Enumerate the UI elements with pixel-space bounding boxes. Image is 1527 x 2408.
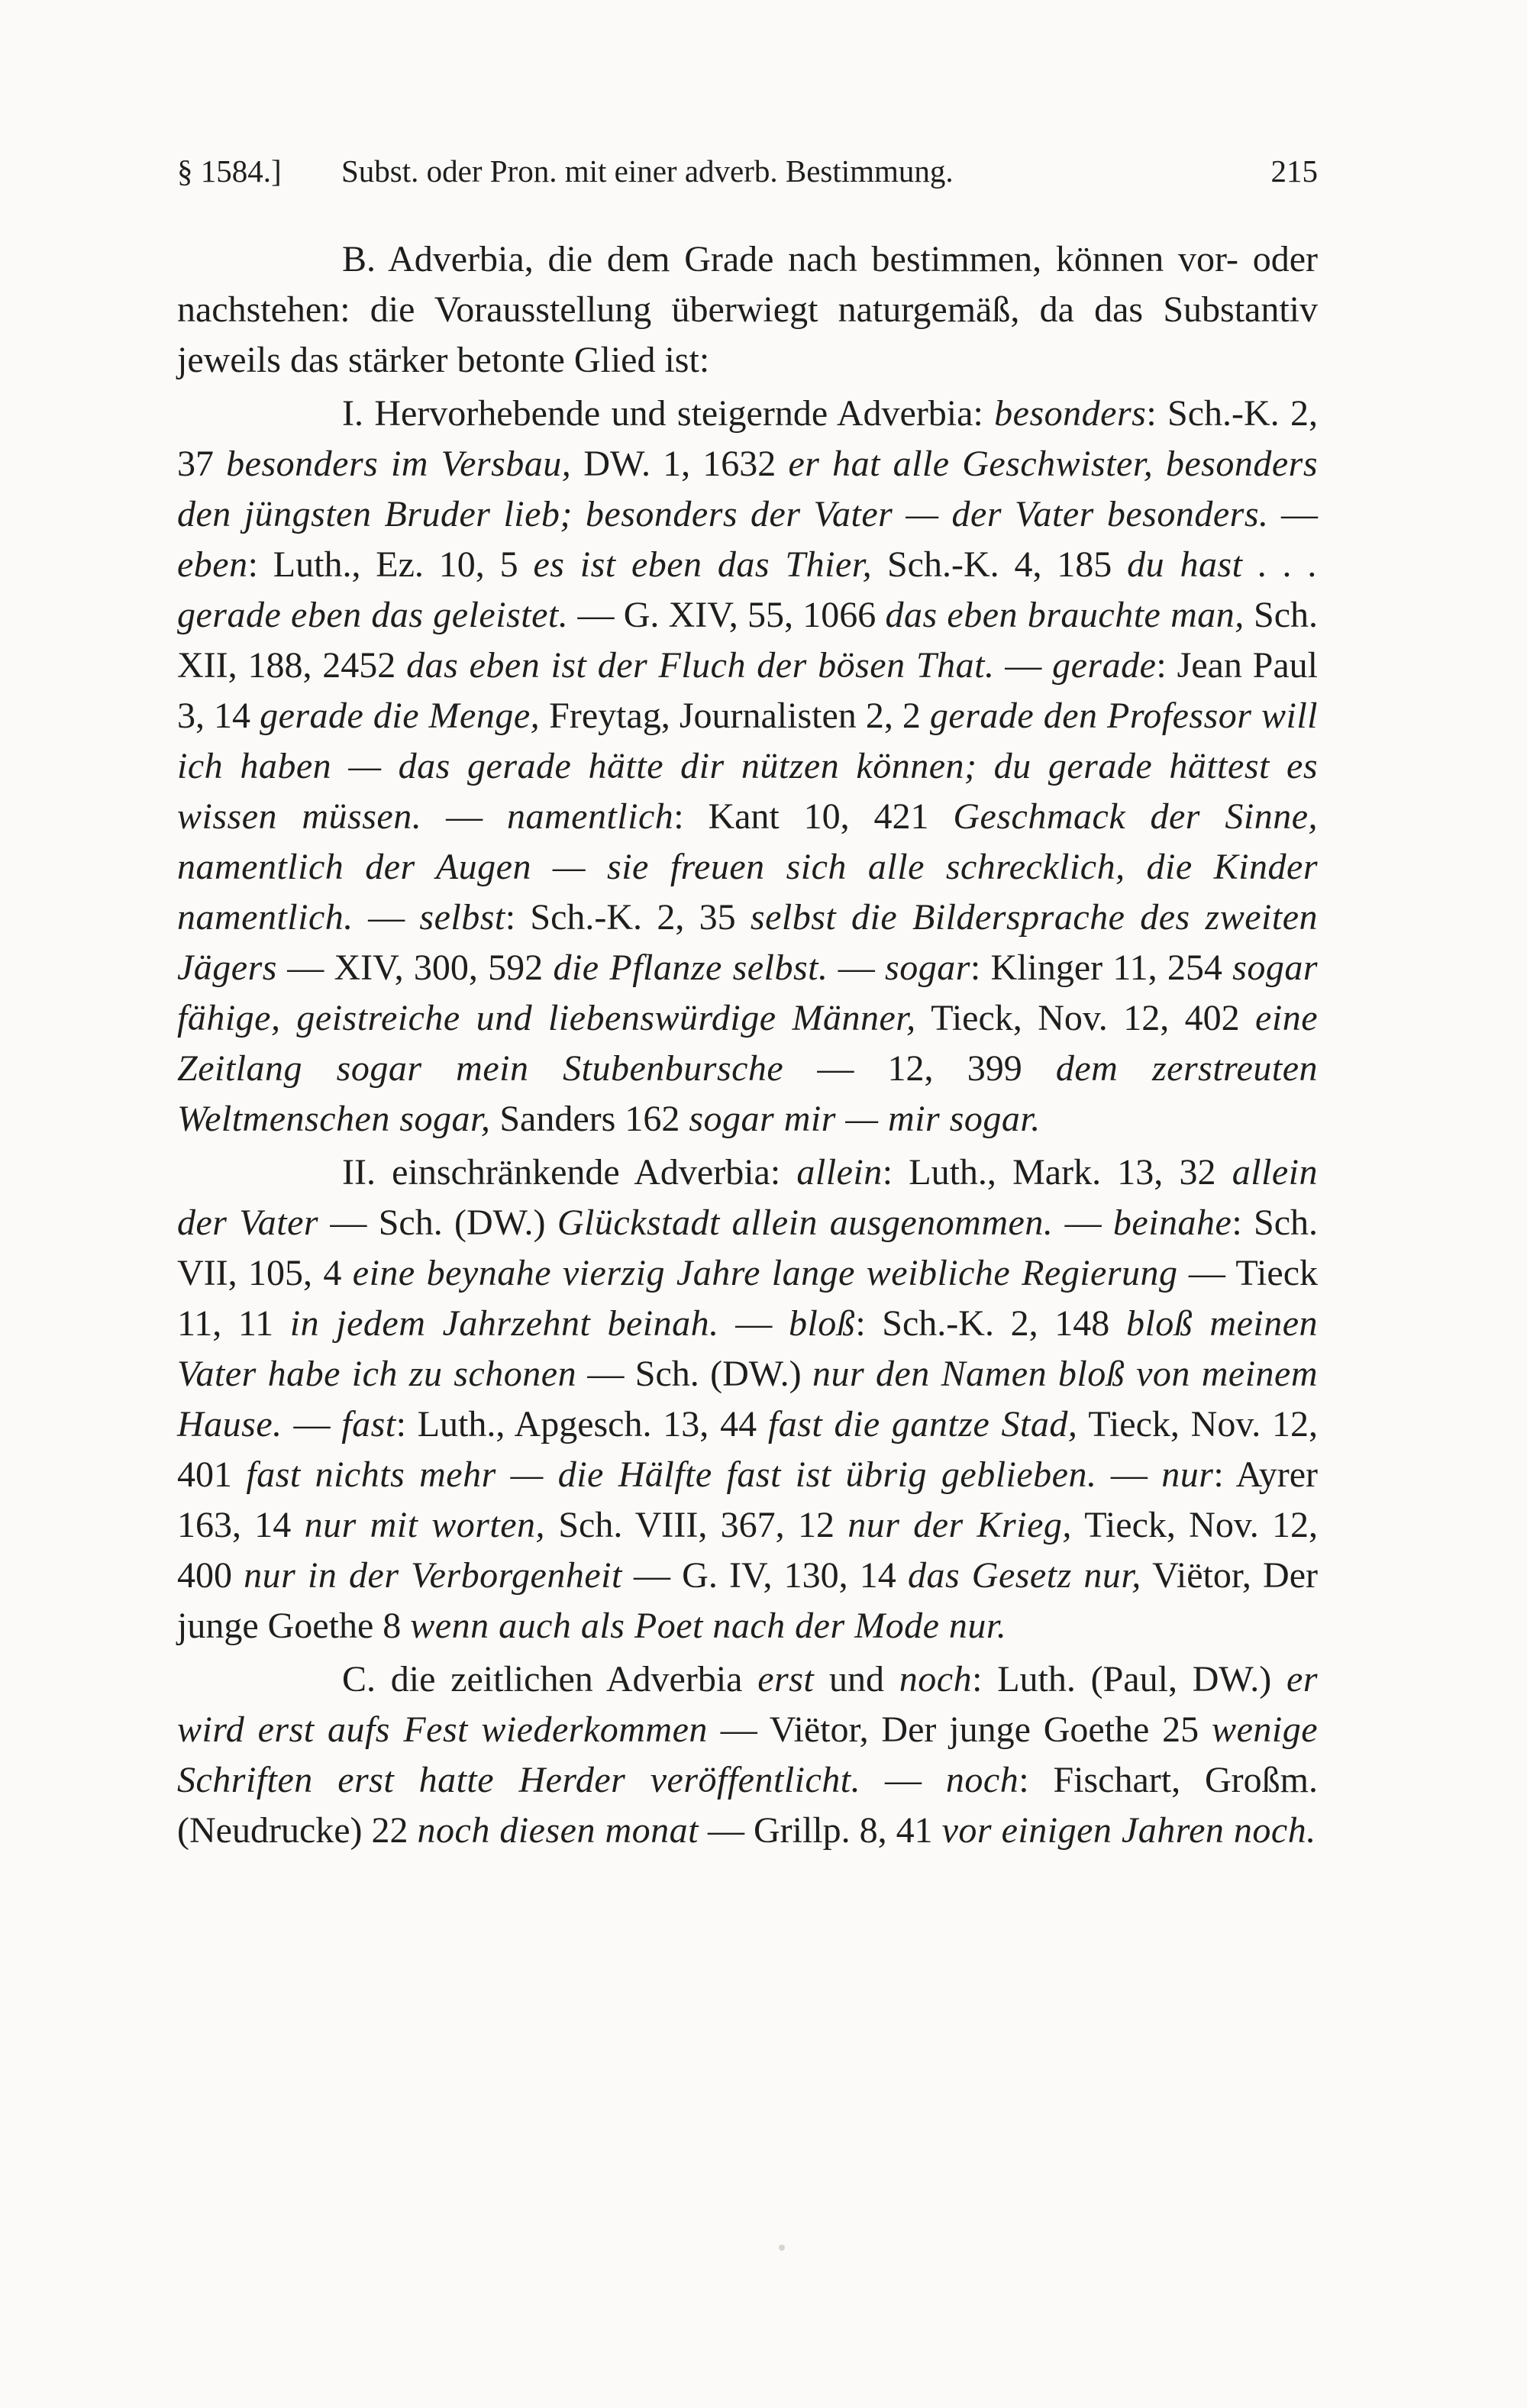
- example-italic: sogar fähige, geistreiche und liebenswürdige Männer,: [177, 947, 1319, 1038]
- page-number: 215: [1270, 153, 1318, 189]
- example-italic: noch diesen monat: [417, 1810, 699, 1851]
- example-italic: allein: [796, 1152, 883, 1193]
- example-italic: gerade den Professor will ich haben — das gerade hätte dir nützen können; du gerade hättest es wissen müssen.: [177, 696, 1319, 837]
- example-italic: sogar: [885, 947, 970, 988]
- example-italic: er hat alle Geschwister, besonders den jüngsten Bruder lieb; besonders der Vater — der Vater besonders.: [177, 444, 1319, 534]
- example-italic: Geschmack der Sinne, namentlich der Augen — sie freuen sich alle schrecklich, die Kinder namentlich.: [177, 796, 1318, 938]
- paragraph-text: Freytag, Journalisten 2, 2: [540, 696, 930, 736]
- paragraph-text: : Kant 10, 421: [673, 796, 954, 837]
- paragraph-text: Tieck, Nov. 12, 400: [177, 1505, 1319, 1596]
- example-italic: fast nichts mehr — die Hälfte fast ist übrig geblieben.: [246, 1454, 1097, 1495]
- example-italic: bloß meinen Vater habe ich zu schonen: [177, 1303, 1319, 1394]
- paragraph-text: Tieck, Nov. 12, 401: [177, 1404, 1319, 1495]
- paragraph-text: — Tieck 11, 11: [177, 1253, 1319, 1344]
- paragraph-text: : Fischart, Großm. (Neudrucke) 22: [177, 1760, 1318, 1851]
- paragraph-text: —: [1096, 1454, 1162, 1495]
- paper-speck: [779, 2245, 785, 2251]
- paragraph-text: und: [814, 1659, 899, 1699]
- paragraph-text: Sch. XII, 188, 2452: [177, 595, 1319, 686]
- example-italic: eine beynahe vierzig Jahre lange weibliche Regierung: [352, 1253, 1178, 1293]
- example-italic: wenn auch als Poet nach der Mode nur.: [410, 1606, 1007, 1646]
- example-italic: besonders: [994, 393, 1147, 434]
- paragraph-text: : Luth., Apgesch. 13, 44: [395, 1404, 768, 1444]
- paragraph-text: : Sch.-K. 2, 37: [177, 393, 1319, 484]
- running-title: Subst. oder Pron. mit einer adverb. Bestimmung.: [341, 153, 954, 189]
- paragraph-text: —: [1053, 1202, 1113, 1243]
- paragraph-text: — Viëtor, Der junge Goethe 25: [707, 1709, 1212, 1750]
- example-italic: nur: [1161, 1454, 1214, 1495]
- example-italic: selbst die Bildersprache des zweiten Jägers: [177, 897, 1319, 988]
- example-italic: beinahe: [1112, 1202, 1232, 1243]
- example-italic: sogar mir — mir sogar.: [689, 1099, 1041, 1139]
- example-italic: die Pflanze selbst.: [553, 947, 828, 988]
- paragraph-text: : Sch.-K. 2, 148: [855, 1303, 1126, 1344]
- example-italic: Glückstadt allein ausgenommen.: [557, 1202, 1054, 1243]
- example-italic: noch: [945, 1760, 1019, 1800]
- example-italic: er wird erst aufs Fest wiederkommen: [177, 1659, 1319, 1750]
- paragraph-text: : Luth., Mark. 13, 32: [882, 1152, 1232, 1193]
- page-body: [177, 234, 1318, 1856]
- paragraph-text: : Luth., Ez. 10, 5: [247, 544, 534, 585]
- example-italic: das Gesetz nur,: [907, 1555, 1141, 1596]
- example-italic: vor einigen Jahren noch.: [941, 1810, 1316, 1851]
- paragraph-text: —: [421, 796, 507, 837]
- example-italic: nur den Namen bloß von meinem Hause.: [177, 1354, 1319, 1444]
- paragraph-b-ii: [177, 1148, 1318, 1651]
- paragraph-text: —: [1268, 494, 1318, 534]
- paragraph-text: —: [828, 947, 886, 988]
- example-italic: es ist eben das Thier,: [533, 544, 873, 585]
- paragraph-text: I. Hervorhebende und steigernde Adverbia:: [342, 393, 995, 434]
- paragraph-text: : Sch. VII, 105, 4: [177, 1202, 1318, 1293]
- example-italic: das eben brauchte man,: [885, 595, 1245, 635]
- paragraph-text: Tieck, Nov. 12, 402: [915, 998, 1256, 1038]
- example-italic: bloß: [788, 1303, 856, 1344]
- example-italic: wenige Schriften erst hatte Herder veröffentlicht.: [177, 1709, 1319, 1800]
- example-italic: namentlich: [506, 796, 674, 837]
- paragraph-text: II. einschränkende Adverbia:: [342, 1152, 797, 1193]
- example-italic: allein der Vater: [177, 1152, 1318, 1243]
- example-italic: fast: [341, 1404, 396, 1444]
- example-italic: nur in der Verborgenheit: [244, 1555, 622, 1596]
- paragraph-text: — G. IV, 130, 14: [621, 1555, 908, 1596]
- example-italic: erst: [757, 1659, 815, 1699]
- example-italic: noch: [899, 1659, 973, 1699]
- paragraph-text: —: [282, 1404, 342, 1444]
- paragraph-text: C. die zeitlichen Adverbia: [342, 1659, 758, 1699]
- paragraph-text: Viëtor, Der junge Goethe 8: [177, 1555, 1319, 1646]
- paragraph-text: : Jean Paul 3, 14: [177, 645, 1319, 736]
- paragraph-text: Sanders 162: [490, 1099, 689, 1139]
- example-italic: eine Zeitlang sogar mein Stubenbursche: [177, 998, 1318, 1089]
- paragraph-text: Sch.-K. 4, 185: [872, 544, 1128, 585]
- example-italic: dem zerstreuten Weltmenschen sogar,: [177, 1048, 1319, 1139]
- example-italic: selbst: [419, 897, 505, 938]
- paragraph-b: [177, 234, 1318, 386]
- paragraph-c: [177, 1654, 1318, 1856]
- example-italic: du hast . . . gerade eben das geleistet.: [177, 544, 1319, 635]
- paragraph-text: — 12, 399: [783, 1048, 1056, 1089]
- example-italic: gerade die Menge,: [260, 696, 541, 736]
- paragraph-text: Sch. VIII, 367, 12: [545, 1505, 848, 1545]
- example-italic: das eben ist der Fluch der bösen That.: [406, 645, 995, 686]
- paragraph-text: : Klinger 11, 254: [970, 947, 1233, 988]
- paragraph-text: : Ayrer 163, 14: [177, 1454, 1319, 1545]
- paragraph-text: : Sch.-K. 2, 35: [505, 897, 751, 938]
- paragraph-text: DW. 1, 1632: [571, 444, 789, 484]
- paragraph-text: B. Adverbia, die dem Grade nach bestimmen, können vor- oder nachstehen: die Vorausstellung überwiegt naturgemäß, da das Substantiv jeweils das stärker betonte Glied ist:: [177, 239, 1318, 380]
- example-italic: nur mit worten,: [304, 1505, 546, 1545]
- example-italic: fast die gantze Stad,: [767, 1404, 1078, 1444]
- paragraph-text: —: [860, 1760, 946, 1800]
- example-italic: gerade: [1052, 645, 1157, 686]
- paragraph-text: — G. XIV, 55, 1066: [568, 595, 886, 635]
- section-reference: § 1584.]: [177, 153, 282, 189]
- paragraph-text: —: [718, 1303, 789, 1344]
- paragraph-text: —: [994, 645, 1053, 686]
- paragraph-text: — Sch. (DW.): [318, 1202, 557, 1243]
- paragraph-text: — Sch. (DW.): [576, 1354, 812, 1394]
- paragraph-text: : Luth. (Paul, DW.): [972, 1659, 1287, 1699]
- paragraph-text: — XIV, 300, 592: [276, 947, 554, 988]
- paragraph-b-i: [177, 389, 1318, 1144]
- example-italic: in jedem Jahrzehnt beinah.: [289, 1303, 719, 1344]
- example-italic: besonders im Versbau,: [226, 444, 572, 484]
- paragraph-text: — Grillp. 8, 41: [698, 1810, 942, 1851]
- running-header: [177, 150, 1318, 192]
- example-italic: nur der Krieg,: [847, 1505, 1072, 1545]
- example-italic: eben: [177, 544, 248, 585]
- paragraph-text: —: [353, 897, 420, 938]
